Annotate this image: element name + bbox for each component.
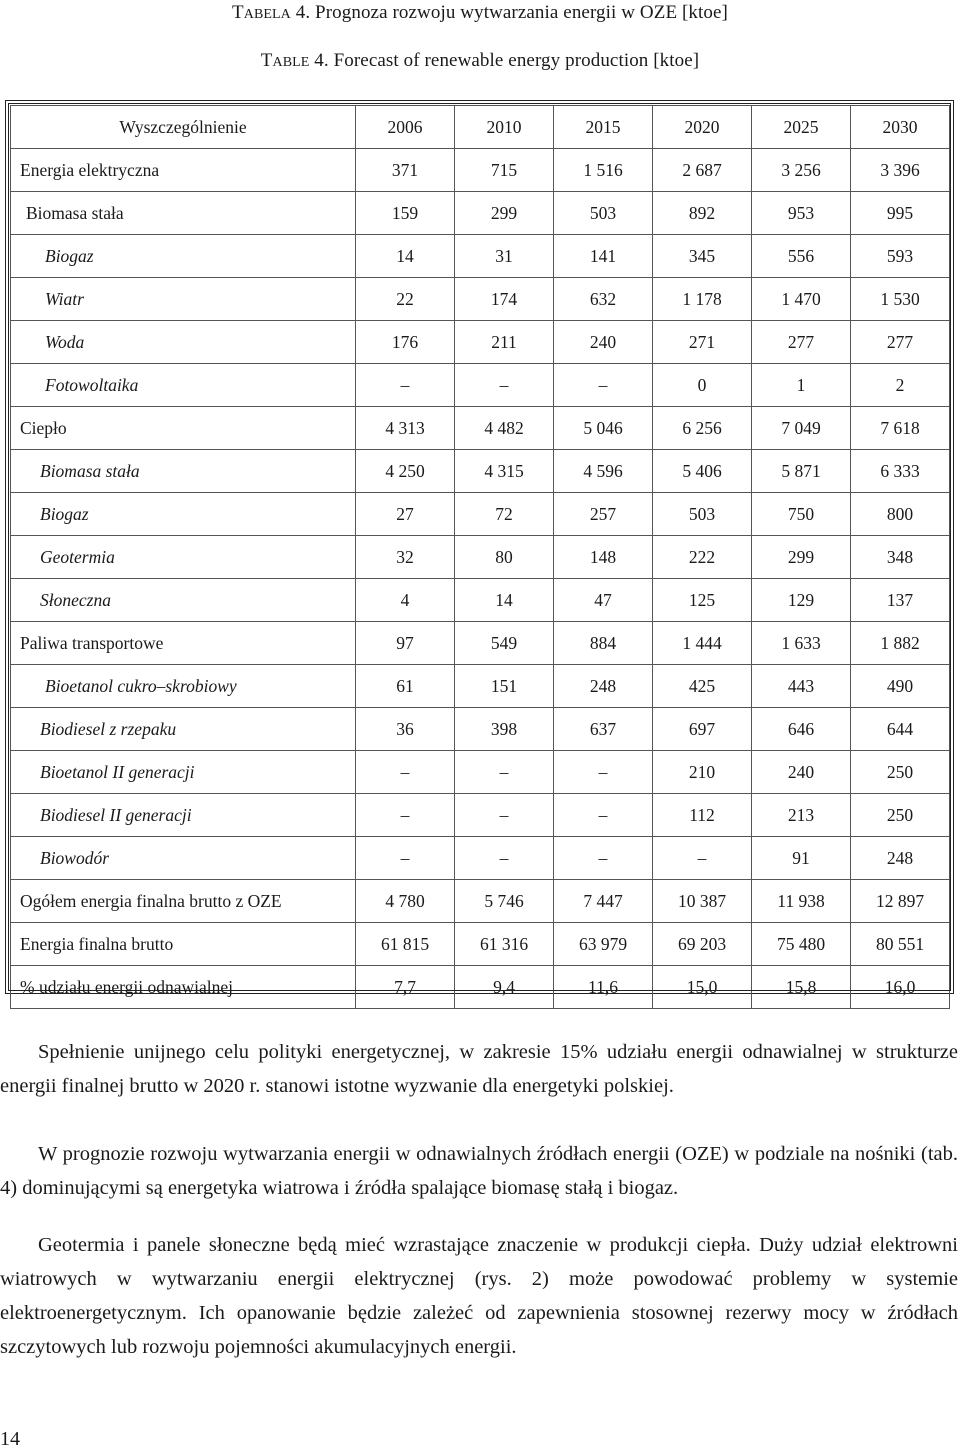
table-cell: 47 <box>554 579 653 622</box>
table-cell: 174 <box>455 278 554 321</box>
table-cell: 4 313 <box>356 407 455 450</box>
table-cell: 91 <box>752 837 851 880</box>
caption-prefix-smallcaps: ABLE <box>272 55 310 70</box>
table-cell: 5 746 <box>455 880 554 923</box>
row-label: Biomasa stała <box>11 450 356 493</box>
table-cell: 137 <box>851 579 950 622</box>
header-cell: 2015 <box>554 106 653 149</box>
table-cell: 4 <box>356 579 455 622</box>
row-label: Energia finalna brutto <box>11 923 356 966</box>
table-cell: 240 <box>752 751 851 794</box>
table-cell: 2 687 <box>653 149 752 192</box>
caption-text: 4. Prognoza rozwoju wytwarzania energii w OZE [ktoe] <box>290 2 728 23</box>
row-label: Fotowoltaika <box>11 364 356 407</box>
header-cell: 2030 <box>851 106 950 149</box>
body-paragraph: Spełnienie unijnego celu polityki energetycznej, w zakresie 15% udziału energii odnawialnej w strukturze energii finalnej brutto w 2020 r. stanowi istotne wyzwanie dla energetyki polskiej. <box>0 1041 958 1097</box>
table-cell: 250 <box>851 794 950 837</box>
header-cell: 2020 <box>653 106 752 149</box>
table-cell: 176 <box>356 321 455 364</box>
table-cell: – <box>554 794 653 837</box>
row-label: Paliwa transportowe <box>11 622 356 665</box>
table-cell: 61 316 <box>455 923 554 966</box>
table-cell: 3 256 <box>752 149 851 192</box>
table-row <box>11 493 950 536</box>
header-cell: 2025 <box>752 106 851 149</box>
table-cell: 22 <box>356 278 455 321</box>
table-cell: 1 633 <box>752 622 851 665</box>
table-cell: 1 178 <box>653 278 752 321</box>
body-paragraph: Geotermia i panele słoneczne będą mieć wzrastające znaczenie w produkcji ciepła. Duży udział elektrowni wiatrowych w wytwarzaniu energii elektrycznej (rys. 2) może powodować problemy w systemie elektroenergetycznym. Ich opanowanie będzie zależeć od zapewnienia stosownej rezerwy mocy w źródłach szczytowych lub rozwoju pojemności akumulacyjnych energii. <box>0 1234 958 1358</box>
table-cell: 15,8 <box>752 966 851 1009</box>
table-cell: 80 551 <box>851 923 950 966</box>
table-cell: 16,0 <box>851 966 950 1009</box>
table-cell: 637 <box>554 708 653 751</box>
table-cell: 4 596 <box>554 450 653 493</box>
table-cell: 5 406 <box>653 450 752 493</box>
table-cell: 7 447 <box>554 880 653 923</box>
table-cell: 250 <box>851 751 950 794</box>
table-cell: 490 <box>851 665 950 708</box>
header-cell: 2006 <box>356 106 455 149</box>
table-cell: – <box>356 364 455 407</box>
table-cell: 210 <box>653 751 752 794</box>
row-label: Energia elektryczna <box>11 149 356 192</box>
table-cell: 75 480 <box>752 923 851 966</box>
table-cell: 211 <box>455 321 554 364</box>
table-caption-english <box>0 50 960 72</box>
table-cell: 1 470 <box>752 278 851 321</box>
table-cell: – <box>455 364 554 407</box>
table-cell: 800 <box>851 493 950 536</box>
table-cell: 1 444 <box>653 622 752 665</box>
table-cell: 6 333 <box>851 450 950 493</box>
table-cell: 715 <box>455 149 554 192</box>
table-cell: 15,0 <box>653 966 752 1009</box>
row-label: Biodiesel II generacji <box>11 794 356 837</box>
table-row <box>11 923 950 966</box>
caption-prefix-smallcaps: ABELA <box>243 7 291 22</box>
table-cell: – <box>653 837 752 880</box>
table-cell: – <box>356 837 455 880</box>
table-cell: 6 256 <box>653 407 752 450</box>
caption-prefix-initial: T <box>232 2 244 23</box>
table-cell: 593 <box>851 235 950 278</box>
table-cell: 63 979 <box>554 923 653 966</box>
table-cell: 4 482 <box>455 407 554 450</box>
table-cell: 159 <box>356 192 455 235</box>
row-label: Ciepło <box>11 407 356 450</box>
row-label: Ogółem energia finalna brutto z OZE <box>11 880 356 923</box>
table-cell: 425 <box>653 665 752 708</box>
table-cell: 61 <box>356 665 455 708</box>
table-cell: 0 <box>653 364 752 407</box>
table-cell: 371 <box>356 149 455 192</box>
table-cell: 222 <box>653 536 752 579</box>
table-cell: 348 <box>851 536 950 579</box>
table-cell: 31 <box>455 235 554 278</box>
table-cell: 1 <box>752 364 851 407</box>
table-row <box>11 536 950 579</box>
table-cell: 12 897 <box>851 880 950 923</box>
forecast-table-frame <box>5 100 954 997</box>
table-cell: 27 <box>356 493 455 536</box>
table-cell: 549 <box>455 622 554 665</box>
table-cell: 443 <box>752 665 851 708</box>
table-row <box>11 880 950 923</box>
table-cell: 644 <box>851 708 950 751</box>
table-row <box>11 751 950 794</box>
table-cell: 14 <box>356 235 455 278</box>
table-cell: 277 <box>752 321 851 364</box>
forecast-table <box>10 105 950 1009</box>
table-cell: 4 780 <box>356 880 455 923</box>
table-cell: 36 <box>356 708 455 751</box>
caption-prefix-initial: T <box>260 50 273 71</box>
row-label: Biowodór <box>11 837 356 880</box>
table-cell: – <box>554 837 653 880</box>
table-cell: 11,6 <box>554 966 653 1009</box>
body-paragraph: W prognozie rozwoju wytwarzania energii w odnawialnych źródłach energii (OZE) w podziale na nośniki (tab. 4) dominującymi są energetyka wiatrowa i źródła spalające biomasę stałą i biogaz. <box>0 1143 958 1199</box>
table-cell: 1 516 <box>554 149 653 192</box>
header-cell: 2010 <box>455 106 554 149</box>
table-row <box>11 321 950 364</box>
table-cell: 4 315 <box>455 450 554 493</box>
table-cell: 4 250 <box>356 450 455 493</box>
table-cell: 7,7 <box>356 966 455 1009</box>
table-row <box>11 622 950 665</box>
row-label: Geotermia <box>11 536 356 579</box>
table-cell: 248 <box>554 665 653 708</box>
table-cell: 503 <box>554 192 653 235</box>
table-cell: 129 <box>752 579 851 622</box>
table-cell: 72 <box>455 493 554 536</box>
row-label: Biomasa stała <box>11 192 356 235</box>
table-cell: 125 <box>653 579 752 622</box>
table-cell: 2 <box>851 364 950 407</box>
row-label: Bioetanol II generacji <box>11 751 356 794</box>
table-cell: 892 <box>653 192 752 235</box>
table-cell: 632 <box>554 278 653 321</box>
table-cell: 32 <box>356 536 455 579</box>
table-cell: 953 <box>752 192 851 235</box>
table-cell: 141 <box>554 235 653 278</box>
table-cell: 646 <box>752 708 851 751</box>
table-cell: 10 387 <box>653 880 752 923</box>
table-cell: – <box>455 837 554 880</box>
table-cell: 9,4 <box>455 966 554 1009</box>
caption-text: 4. Forecast of renewable energy production [ktoe] <box>309 50 700 71</box>
table-cell: 61 815 <box>356 923 455 966</box>
header-cell: Wyszczególnienie <box>11 106 356 149</box>
table-cell: – <box>455 751 554 794</box>
table-cell: 556 <box>752 235 851 278</box>
table-cell: 80 <box>455 536 554 579</box>
table-row <box>11 579 950 622</box>
table-cell: 750 <box>752 493 851 536</box>
table-cell: 345 <box>653 235 752 278</box>
table-row <box>11 794 950 837</box>
table-cell: 995 <box>851 192 950 235</box>
table-cell: 213 <box>752 794 851 837</box>
table-row <box>11 837 950 880</box>
row-label: Woda <box>11 321 356 364</box>
table-cell: 503 <box>653 493 752 536</box>
table-cell: 299 <box>752 536 851 579</box>
table-cell: 271 <box>653 321 752 364</box>
table-cell: – <box>356 794 455 837</box>
table-cell: – <box>356 751 455 794</box>
table-cell: 277 <box>851 321 950 364</box>
table-caption-polish <box>0 2 960 24</box>
table-cell: – <box>554 751 653 794</box>
table-cell: 14 <box>455 579 554 622</box>
page-number: 14 <box>0 1428 20 1450</box>
row-label: Wiatr <box>11 278 356 321</box>
row-label: % udziału energii odnawialnej <box>11 966 356 1009</box>
table-row <box>11 278 950 321</box>
table-cell: 1 530 <box>851 278 950 321</box>
row-label: Słoneczna <box>11 579 356 622</box>
table-row <box>11 407 950 450</box>
table-cell: – <box>455 794 554 837</box>
table-cell: 697 <box>653 708 752 751</box>
table-row <box>11 966 950 1009</box>
table-cell: 69 203 <box>653 923 752 966</box>
table-header-row <box>11 106 950 149</box>
table-cell: 11 938 <box>752 880 851 923</box>
table-cell: 97 <box>356 622 455 665</box>
table-row <box>11 708 950 751</box>
table-cell: 7 049 <box>752 407 851 450</box>
table-cell: 398 <box>455 708 554 751</box>
row-label: Biogaz <box>11 235 356 278</box>
table-cell: 7 618 <box>851 407 950 450</box>
table-cell: 148 <box>554 536 653 579</box>
table-row <box>11 450 950 493</box>
table-row <box>11 192 950 235</box>
table-row <box>11 149 950 192</box>
table-cell: 151 <box>455 665 554 708</box>
table-cell: 5 871 <box>752 450 851 493</box>
table-cell: 257 <box>554 493 653 536</box>
table-cell: 240 <box>554 321 653 364</box>
row-label: Bioetanol cukro–skrobiowy <box>11 665 356 708</box>
table-cell: 5 046 <box>554 407 653 450</box>
table-cell: 1 882 <box>851 622 950 665</box>
row-label: Biogaz <box>11 493 356 536</box>
table-cell: 248 <box>851 837 950 880</box>
table-row <box>11 364 950 407</box>
table-cell: 112 <box>653 794 752 837</box>
table-cell: 884 <box>554 622 653 665</box>
table-cell: 299 <box>455 192 554 235</box>
row-label: Biodiesel z rzepaku <box>11 708 356 751</box>
table-cell: – <box>554 364 653 407</box>
table-row <box>11 665 950 708</box>
table-cell: 3 396 <box>851 149 950 192</box>
table-row <box>11 235 950 278</box>
